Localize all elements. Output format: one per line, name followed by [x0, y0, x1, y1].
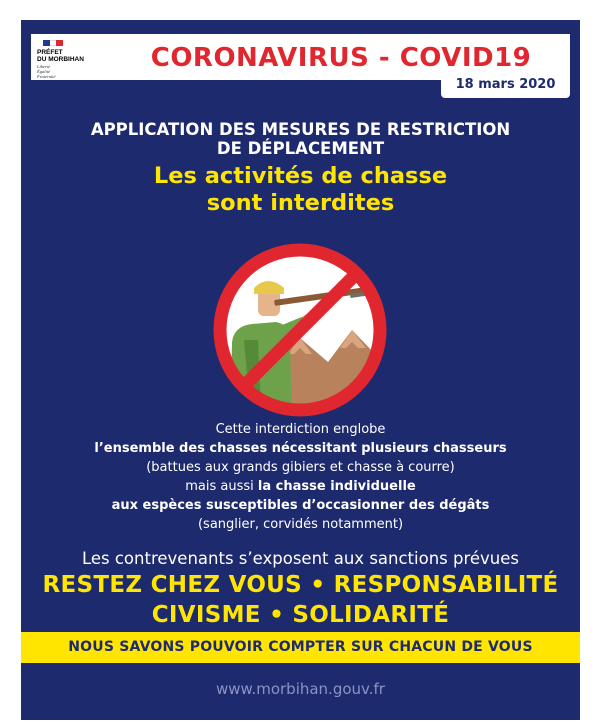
- prefecture-logo: [37, 40, 113, 80]
- sanctions-text: Les contrevenants s’exposent aux sanctions prévues: [81, 549, 520, 568]
- body-line-6: (sanglier, corvidés notamment): [197, 517, 404, 532]
- body-line-4: [21, 477, 580, 497]
- subtitle-line-2: DE DÉPLACEMENT: [216, 139, 385, 158]
- yellow-band: [21, 632, 580, 663]
- logo-motto-liberte: Liberté: [37, 64, 50, 69]
- body-line-4-bold: la chasse individuelle: [257, 479, 416, 494]
- logo-line-morbihan: DU MORBIHAN: [37, 56, 84, 63]
- headline-line-1: Les activités de chasse: [153, 163, 448, 189]
- date-label: 18 mars 2020: [455, 77, 556, 92]
- logo-motto-egalite: Égalité: [37, 69, 50, 74]
- banner-title: CORONAVIRUS - COVID19: [150, 43, 532, 73]
- slogan-line-1: RESTEZ CHEZ VOUS • RESPONSABILITÉ: [42, 572, 559, 598]
- logo-line-prefet: PRÉFET: [37, 49, 63, 56]
- logo-motto-fraternite: Fraternité: [37, 74, 56, 79]
- body-line-4-prefix: mais aussi: [185, 479, 258, 494]
- body-line-5: aux espèces susceptibles d’occasionner des dégâts: [111, 498, 490, 513]
- band-text: NOUS SAVONS POUVOIR COMPTER SUR CHACUN DE VOUS: [68, 639, 533, 655]
- slogan-line-2: CIVISME • SOLIDARITÉ: [151, 602, 450, 628]
- french-flag-icon: [43, 40, 63, 46]
- body-line-2: l’ensemble des chasses nécessitant plusieurs chasseurs: [94, 441, 507, 456]
- body-line-3: (battues aux grands gibiers et chasse à courre): [146, 460, 455, 475]
- subtitle-line-1: APPLICATION DES MESURES DE RESTRICTION: [90, 120, 511, 139]
- poster: [21, 20, 580, 720]
- no-hunting-icon: [200, 230, 400, 430]
- body-line-1: Cette interdiction englobe: [215, 422, 386, 437]
- headline-line-2: sont interdites: [206, 190, 395, 216]
- website-link[interactable]: www.morbihan.gouv.fr: [216, 680, 385, 698]
- date-tab: [441, 74, 570, 98]
